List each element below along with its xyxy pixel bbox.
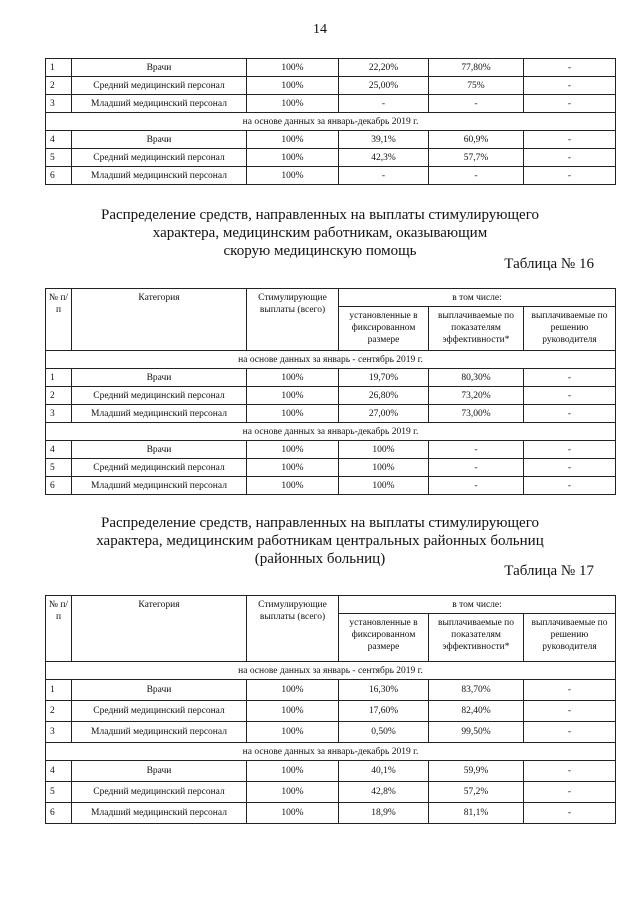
table-row bbox=[46, 761, 616, 782]
row-efficiency: 57,2% bbox=[429, 782, 524, 803]
row-head-decision: - bbox=[524, 95, 616, 113]
row-number: 2 bbox=[46, 77, 72, 95]
row-total: 100% bbox=[247, 405, 339, 423]
row-category: Средний медицинский персонал bbox=[72, 459, 247, 477]
table-row bbox=[46, 722, 616, 743]
row-fixed: 22,20% bbox=[339, 59, 429, 77]
heading-line: Распределение средств, направленных на выплаты стимулирующего bbox=[100, 515, 539, 531]
heading-line: характера, медицинским работникам центральных районных больниц bbox=[96, 533, 544, 549]
row-number: 3 bbox=[46, 405, 72, 423]
row-head-decision: - bbox=[524, 59, 616, 77]
row-efficiency: 80,30% bbox=[429, 369, 524, 387]
row-fixed: 100% bbox=[339, 477, 429, 495]
row-number: 4 bbox=[46, 441, 72, 459]
row-category: Врачи bbox=[72, 761, 247, 782]
row-head-decision: - bbox=[524, 149, 616, 167]
header-including: в том числе: bbox=[339, 289, 616, 307]
row-category: Младший медицинский персонал bbox=[72, 803, 247, 824]
table-row bbox=[46, 77, 616, 95]
row-head-decision: - bbox=[524, 803, 616, 824]
row-fixed: - bbox=[339, 167, 429, 185]
row-total: 100% bbox=[247, 680, 339, 701]
row-category: Средний медицинский персонал bbox=[72, 782, 247, 803]
row-efficiency: - bbox=[429, 167, 524, 185]
row-number: 3 bbox=[46, 95, 72, 113]
row-category: Средний медицинский персонал bbox=[72, 387, 247, 405]
row-fixed: 0,50% bbox=[339, 722, 429, 743]
heading-line: скорую медицинскую помощь bbox=[223, 243, 417, 259]
table-row bbox=[46, 131, 616, 149]
section-row: на основе данных за январь-декабрь 2019 г. bbox=[46, 743, 616, 761]
table-17 bbox=[45, 595, 616, 824]
rows-a bbox=[46, 680, 616, 743]
row-head-decision: - bbox=[524, 441, 616, 459]
row-total: 100% bbox=[247, 701, 339, 722]
heading-line: (районных больниц) bbox=[254, 551, 386, 567]
row-efficiency: 99,50% bbox=[429, 722, 524, 743]
row-category: Младший медицинский персонал bbox=[72, 405, 247, 423]
row-fixed: 25,00% bbox=[339, 77, 429, 95]
row-head-decision: - bbox=[524, 761, 616, 782]
table-row bbox=[46, 405, 616, 423]
table-row bbox=[46, 701, 616, 722]
row-efficiency: 60,9% bbox=[429, 131, 524, 149]
row-total: 100% bbox=[247, 131, 339, 149]
table-row bbox=[46, 459, 616, 477]
row-head-decision: - bbox=[524, 459, 616, 477]
row-head-decision: - bbox=[524, 701, 616, 722]
table-row bbox=[46, 59, 616, 77]
section-row: на основе данных за январь - сентябрь 2019 г. bbox=[46, 662, 616, 680]
table-row bbox=[46, 149, 616, 167]
row-category: Врачи bbox=[72, 680, 247, 701]
row-fixed: 18,9% bbox=[339, 803, 429, 824]
header-category: Категория bbox=[72, 596, 247, 662]
heading-line: характера, медицинским работникам, оказывающим bbox=[152, 225, 488, 241]
table-row bbox=[46, 369, 616, 387]
row-head-decision: - bbox=[524, 387, 616, 405]
row-category: Младший медицинский персонал bbox=[72, 167, 247, 185]
header-efficiency: выплачиваемые по показателям эффективности* bbox=[429, 614, 524, 662]
row-fixed: 17,60% bbox=[339, 701, 429, 722]
table-row bbox=[46, 95, 616, 113]
row-head-decision: - bbox=[524, 131, 616, 149]
row-number: 1 bbox=[46, 680, 72, 701]
header-fixed: установленные в фиксированном размере bbox=[339, 307, 429, 351]
row-fixed: 26,80% bbox=[339, 387, 429, 405]
row-number: 1 bbox=[46, 59, 72, 77]
header-including: в том числе: bbox=[339, 596, 616, 614]
table-row bbox=[46, 782, 616, 803]
row-fixed: 100% bbox=[339, 459, 429, 477]
row-efficiency: - bbox=[429, 459, 524, 477]
page-number: 14 bbox=[313, 22, 327, 37]
row-fixed: - bbox=[339, 95, 429, 113]
row-category: Средний медицинский персонал bbox=[72, 77, 247, 95]
row-category: Врачи bbox=[72, 369, 247, 387]
table-16-label: Таблица № 16 bbox=[504, 256, 594, 272]
rows-a bbox=[46, 59, 616, 113]
row-total: 100% bbox=[247, 459, 339, 477]
row-efficiency: 59,9% bbox=[429, 761, 524, 782]
row-number: 5 bbox=[46, 149, 72, 167]
row-total: 100% bbox=[247, 95, 339, 113]
heading-line: Распределение средств, направленных на выплаты стимулирующего bbox=[100, 207, 539, 223]
row-head-decision: - bbox=[524, 405, 616, 423]
rows-b bbox=[46, 441, 616, 495]
row-efficiency: 73,20% bbox=[429, 387, 524, 405]
row-efficiency: 75% bbox=[429, 77, 524, 95]
row-efficiency: 81,1% bbox=[429, 803, 524, 824]
row-category: Младший медицинский персонал bbox=[72, 95, 247, 113]
table-row bbox=[46, 803, 616, 824]
row-fixed: 42,8% bbox=[339, 782, 429, 803]
table-row bbox=[46, 167, 616, 185]
row-head-decision: - bbox=[524, 722, 616, 743]
row-number: 4 bbox=[46, 131, 72, 149]
table-row bbox=[46, 680, 616, 701]
table-17-label: Таблица № 17 bbox=[504, 563, 594, 579]
row-fixed: 19,70% bbox=[339, 369, 429, 387]
row-number: 3 bbox=[46, 722, 72, 743]
row-efficiency: 73,00% bbox=[429, 405, 524, 423]
table-row bbox=[46, 387, 616, 405]
row-category: Младший медицинский персонал bbox=[72, 477, 247, 495]
row-head-decision: - bbox=[524, 782, 616, 803]
row-number: 6 bbox=[46, 477, 72, 495]
row-total: 100% bbox=[247, 77, 339, 95]
row-fixed: 42,3% bbox=[339, 149, 429, 167]
section-row: на основе данных за январь-декабрь 2019 г. bbox=[46, 423, 616, 441]
table-row bbox=[46, 477, 616, 495]
row-fixed: 100% bbox=[339, 441, 429, 459]
row-total: 100% bbox=[247, 441, 339, 459]
section-row: на основе данных за январь-декабрь 2019 г. bbox=[46, 113, 616, 131]
header-head-decision: выплачиваемые по решению руководителя bbox=[524, 307, 616, 351]
row-head-decision: - bbox=[524, 369, 616, 387]
header-total: Стимулирующие выплаты (всего) bbox=[247, 289, 339, 351]
row-head-decision: - bbox=[524, 477, 616, 495]
row-number: 1 bbox=[46, 369, 72, 387]
row-total: 100% bbox=[247, 167, 339, 185]
row-number: 6 bbox=[46, 803, 72, 824]
row-total: 100% bbox=[247, 722, 339, 743]
row-total: 100% bbox=[247, 369, 339, 387]
table-16-heading bbox=[0, 206, 640, 260]
row-category: Средний медицинский персонал bbox=[72, 149, 247, 167]
row-category: Врачи bbox=[72, 59, 247, 77]
rows-a bbox=[46, 369, 616, 423]
row-total: 100% bbox=[247, 477, 339, 495]
header-efficiency: выплачиваемые по показателям эффективности* bbox=[429, 307, 524, 351]
row-total: 100% bbox=[247, 387, 339, 405]
row-efficiency: - bbox=[429, 95, 524, 113]
row-head-decision: - bbox=[524, 680, 616, 701]
row-efficiency: 57,7% bbox=[429, 149, 524, 167]
row-number: 2 bbox=[46, 701, 72, 722]
row-total: 100% bbox=[247, 149, 339, 167]
table-17-heading bbox=[0, 514, 640, 568]
row-fixed: 27,00% bbox=[339, 405, 429, 423]
row-fixed: 16,30% bbox=[339, 680, 429, 701]
row-total: 100% bbox=[247, 761, 339, 782]
table-15-continuation bbox=[45, 58, 616, 185]
row-number: 6 bbox=[46, 167, 72, 185]
row-head-decision: - bbox=[524, 77, 616, 95]
row-number: 4 bbox=[46, 761, 72, 782]
rows-b bbox=[46, 131, 616, 185]
row-total: 100% bbox=[247, 782, 339, 803]
row-category: Врачи bbox=[72, 131, 247, 149]
header-num: № п/п bbox=[46, 289, 72, 351]
row-efficiency: 83,70% bbox=[429, 680, 524, 701]
row-number: 2 bbox=[46, 387, 72, 405]
row-total: 100% bbox=[247, 803, 339, 824]
header-num: № п/п bbox=[46, 596, 72, 662]
row-efficiency: 82,40% bbox=[429, 701, 524, 722]
row-category: Младший медицинский персонал bbox=[72, 722, 247, 743]
table-row bbox=[46, 441, 616, 459]
table-16 bbox=[45, 288, 616, 495]
row-total: 100% bbox=[247, 59, 339, 77]
row-efficiency: - bbox=[429, 477, 524, 495]
row-category: Врачи bbox=[72, 441, 247, 459]
rows-b bbox=[46, 761, 616, 824]
header-total: Стимулирующие выплаты (всего) bbox=[247, 596, 339, 662]
row-efficiency: - bbox=[429, 441, 524, 459]
header-fixed: установленные в фиксированном размере bbox=[339, 614, 429, 662]
row-category: Средний медицинский персонал bbox=[72, 701, 247, 722]
row-fixed: 39,1% bbox=[339, 131, 429, 149]
header-head-decision: выплачиваемые по решению руководителя bbox=[524, 614, 616, 662]
row-number: 5 bbox=[46, 459, 72, 477]
row-head-decision: - bbox=[524, 167, 616, 185]
header-category: Категория bbox=[72, 289, 247, 351]
row-efficiency: 77,80% bbox=[429, 59, 524, 77]
row-number: 5 bbox=[46, 782, 72, 803]
row-fixed: 40,1% bbox=[339, 761, 429, 782]
section-row: на основе данных за январь - сентябрь 2019 г. bbox=[46, 351, 616, 369]
